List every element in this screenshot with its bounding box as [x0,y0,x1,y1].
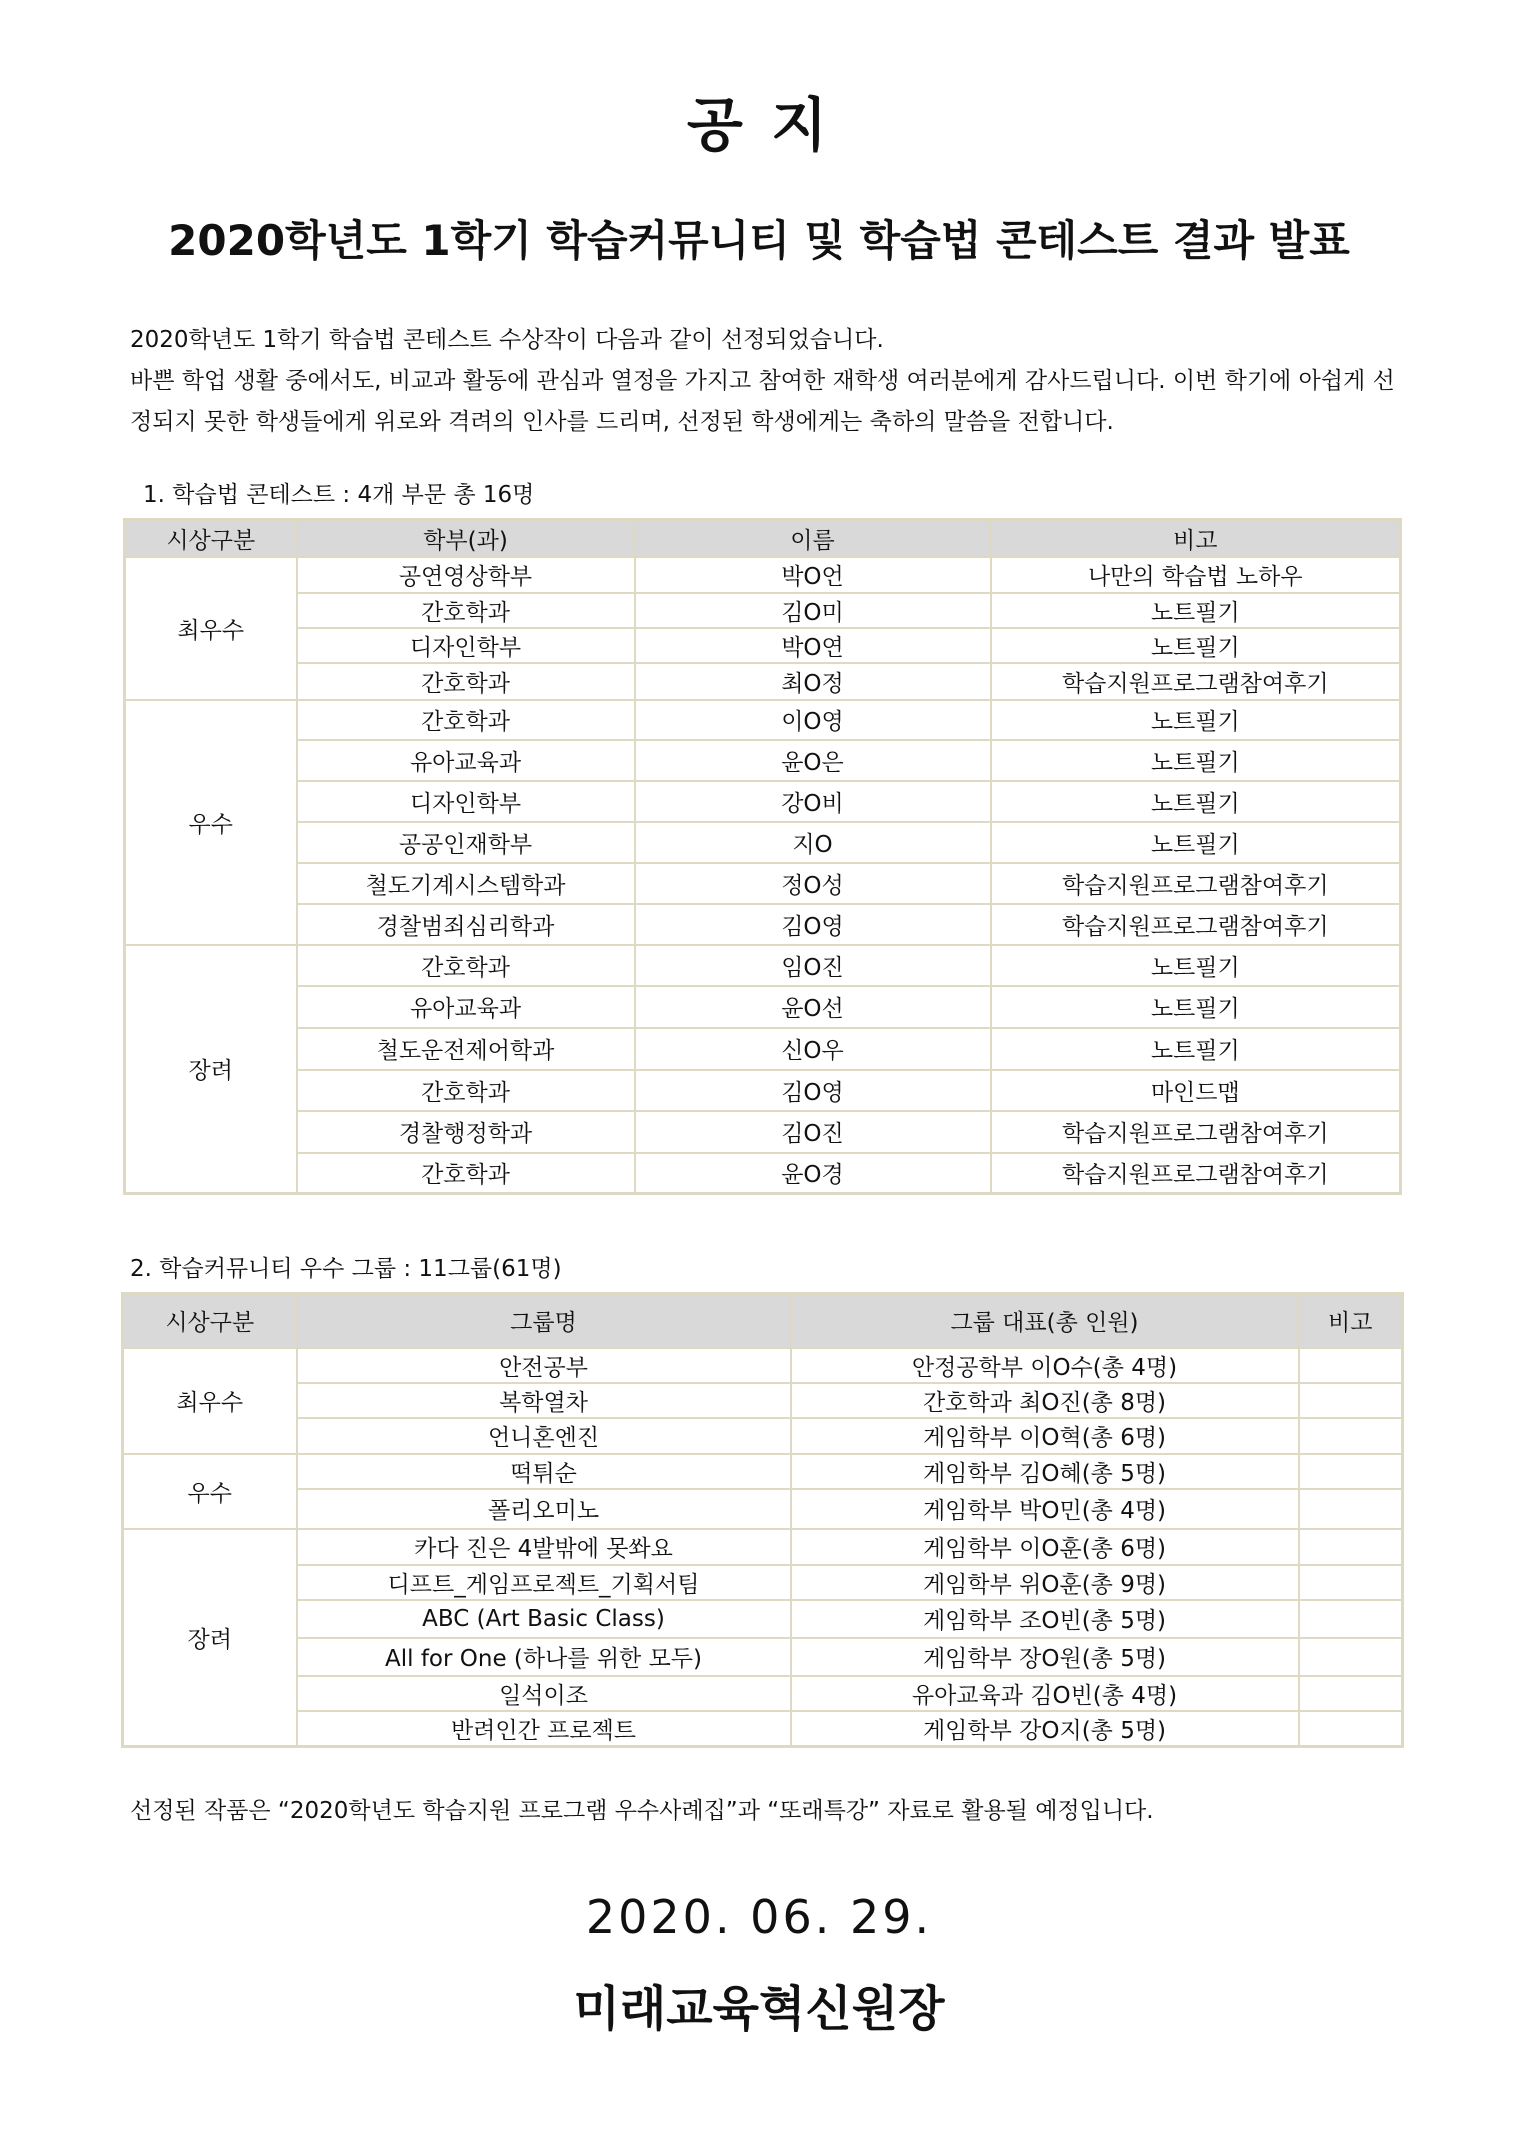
table-cell: 안전공부 [297,1348,791,1383]
table-cell: 박O연 [635,628,991,663]
study-method-contest-table [123,518,1402,1195]
table-row [125,822,1401,863]
table-cell: 지O [635,822,991,863]
table-row [123,1489,1403,1529]
table-row [123,1454,1403,1489]
table-cell: 간호학과 [297,593,635,628]
table-cell: 카다 진은 4발밖에 못쏴요 [297,1529,791,1565]
table-cell: 게임학부 조O빈(총 5명) [791,1600,1299,1638]
table-cell: 유아교육과 [297,740,635,781]
table-cell: 공연영상학부 [297,557,635,593]
table-cell: 학습지원프로그램참여후기 [991,863,1401,904]
table-cell: 학습지원프로그램참여후기 [991,1111,1401,1153]
section2-title: 2. 학습커뮤니티 우수 그룹 : 11그룹(61명) [130,1256,562,1282]
table-cell [1299,1348,1403,1383]
table-cell: 임O진 [635,945,991,986]
award-category-cell: 우수 [123,1454,297,1529]
column-header: 그룹명 [297,1294,791,1348]
table-cell: 게임학부 장O원(총 5명) [791,1638,1299,1676]
table-cell: 윤O선 [635,986,991,1028]
table-cell: 김O미 [635,593,991,628]
table-row [125,740,1401,781]
table-cell: 게임학부 박O민(총 4명) [791,1489,1299,1529]
table-row [123,1348,1403,1383]
table-cell: 유아교육과 김O빈(총 4명) [791,1676,1299,1711]
learning-community-table [121,1292,1404,1748]
table-cell: 노트필기 [991,740,1401,781]
award-category-cell: 장려 [125,945,297,1194]
table-cell: 게임학부 이O혁(총 6명) [791,1418,1299,1454]
column-header: 시상구분 [125,520,297,557]
table-row [125,863,1401,904]
section1-title: 1. 학습법 콘테스트 : 4개 부문 총 16명 [143,482,535,508]
table-row [125,904,1401,945]
table-cell [1299,1529,1403,1565]
column-header: 학부(과) [297,520,635,557]
award-category-cell: 최우수 [125,557,297,700]
intro-text [120,320,1410,443]
table-cell: 강O비 [635,781,991,822]
table-cell: 떡튀순 [297,1454,791,1489]
table-cell: ABC (Art Basic Class) [297,1600,791,1638]
table-cell: 경찰범죄심리학과 [297,904,635,945]
table-cell: 복학열차 [297,1383,791,1418]
table-row [123,1638,1403,1676]
table-cell: 철도기계시스템학과 [297,863,635,904]
table-cell: 반려인간 프로젝트 [297,1711,791,1747]
table-header-row [123,1294,1403,1348]
table-cell: 학습지원프로그램참여후기 [991,904,1401,945]
table-row [123,1600,1403,1638]
award-category-cell: 장려 [123,1529,297,1747]
table-cell: 노트필기 [991,822,1401,863]
table-cell: 간호학과 [297,700,635,740]
table-cell: 게임학부 이O훈(총 6명) [791,1529,1299,1565]
table-cell: 최O정 [635,663,991,700]
column-header: 시상구분 [123,1294,297,1348]
table-cell: 윤O은 [635,740,991,781]
table-cell [1299,1418,1403,1454]
table-row [123,1383,1403,1418]
table-cell [1299,1489,1403,1529]
table-cell: 노트필기 [991,781,1401,822]
table-cell: 마인드맵 [991,1070,1401,1111]
table-row [125,1070,1401,1111]
table-cell [1299,1454,1403,1489]
table-cell: 김O진 [635,1111,991,1153]
table-row [123,1418,1403,1454]
table-row [125,986,1401,1028]
table-cell: 정O성 [635,863,991,904]
table-cell: 간호학과 [297,945,635,986]
table-cell: 디자인학부 [297,628,635,663]
table-cell [1299,1383,1403,1418]
table-cell: 게임학부 김O혜(총 5명) [791,1454,1299,1489]
table-cell: 언니혼엔진 [297,1418,791,1454]
table-cell: 경찰행정학과 [297,1111,635,1153]
table-cell: 노트필기 [991,945,1401,986]
table-row [125,557,1401,593]
table-row [123,1529,1403,1565]
table-cell: 노트필기 [991,700,1401,740]
table-cell: 학습지원프로그램참여후기 [991,663,1401,700]
table-cell: 노트필기 [991,628,1401,663]
table-cell [1299,1565,1403,1600]
column-header: 그룹 대표(총 인원) [791,1294,1299,1348]
table-row [125,1153,1401,1194]
table-cell: 박O언 [635,557,991,593]
table-cell: 간호학과 최O진(총 8명) [791,1383,1299,1418]
table-cell: 노트필기 [991,986,1401,1028]
table-cell: 디자인학부 [297,781,635,822]
column-header: 이름 [635,520,991,557]
table-cell [1299,1638,1403,1676]
table-row [125,593,1401,628]
notice-date: 2020. 06. 29. [585,1890,933,1944]
table-cell: 간호학과 [297,663,635,700]
document-heading: 2020학년도 1학기 학습커뮤니티 및 학습법 콘테스트 결과 발표 [168,216,1350,265]
table-cell: 디프트_게임프로젝트_기획서팀 [297,1565,791,1600]
table-cell: 간호학과 [297,1070,635,1111]
table-cell: 유아교육과 [297,986,635,1028]
table-row [125,1028,1401,1070]
table-cell: 게임학부 강O지(총 5명) [791,1711,1299,1747]
table-cell: 나만의 학습법 노하우 [991,557,1401,593]
table-cell: 일석이조 [297,1676,791,1711]
table-cell: 학습지원프로그램참여후기 [991,1153,1401,1194]
table-cell [1299,1676,1403,1711]
table-cell [1299,1600,1403,1638]
intro-paragraph: 2020학년도 1학기 학습법 콘테스트 수상작이 다음과 같이 선정되었습니다. [130,327,884,353]
table-row [125,781,1401,822]
page-title: 공 지 [686,91,832,159]
table-row [125,700,1401,740]
table-cell: 김O영 [635,1070,991,1111]
award-category-cell: 우수 [125,700,297,945]
signer: 미래교육혁신원장 [573,1981,945,2037]
table-cell: 간호학과 [297,1153,635,1194]
table-cell: 노트필기 [991,593,1401,628]
table-row [123,1676,1403,1711]
table-row [125,628,1401,663]
table-row [125,663,1401,700]
table-cell: 공공인재학부 [297,822,635,863]
table-cell: All for One (하나를 위한 모두) [297,1638,791,1676]
table-cell: 철도운전제어학과 [297,1028,635,1070]
table-cell: 김O영 [635,904,991,945]
column-header: 비고 [1299,1294,1403,1348]
footnote: 선정된 작품은 “2020학년도 학습지원 프로그램 우수사례집”과 “또래특강” 자료로 활용될 예정입니다. [130,1798,1154,1824]
table-cell: 노트필기 [991,1028,1401,1070]
intro-paragraph: 바쁜 학업 생활 중에서도, 비교과 활동에 관심과 열정을 가지고 참여한 재학생 여러분에게 감사드립니다. 이번 학기에 아쉽게 선정되지 못한 학생들에게 위로와 격려의 인사를 드리며, 선정된 학생에게는 축하의 말씀을 전합니다. [130,368,1395,435]
table-cell: 안정공학부 이O수(총 4명) [791,1348,1299,1383]
table-row [123,1711,1403,1747]
table-cell: 폴리오미노 [297,1489,791,1529]
table-cell: 윤O경 [635,1153,991,1194]
table-cell: 게임학부 위O훈(총 9명) [791,1565,1299,1600]
table-header-row [125,520,1401,557]
table-row [125,1111,1401,1153]
table-row [123,1565,1403,1600]
column-header: 비고 [991,520,1401,557]
table-row [125,945,1401,986]
table-cell: 신O우 [635,1028,991,1070]
table-cell [1299,1711,1403,1747]
table-cell: 이O영 [635,700,991,740]
award-category-cell: 최우수 [123,1348,297,1454]
